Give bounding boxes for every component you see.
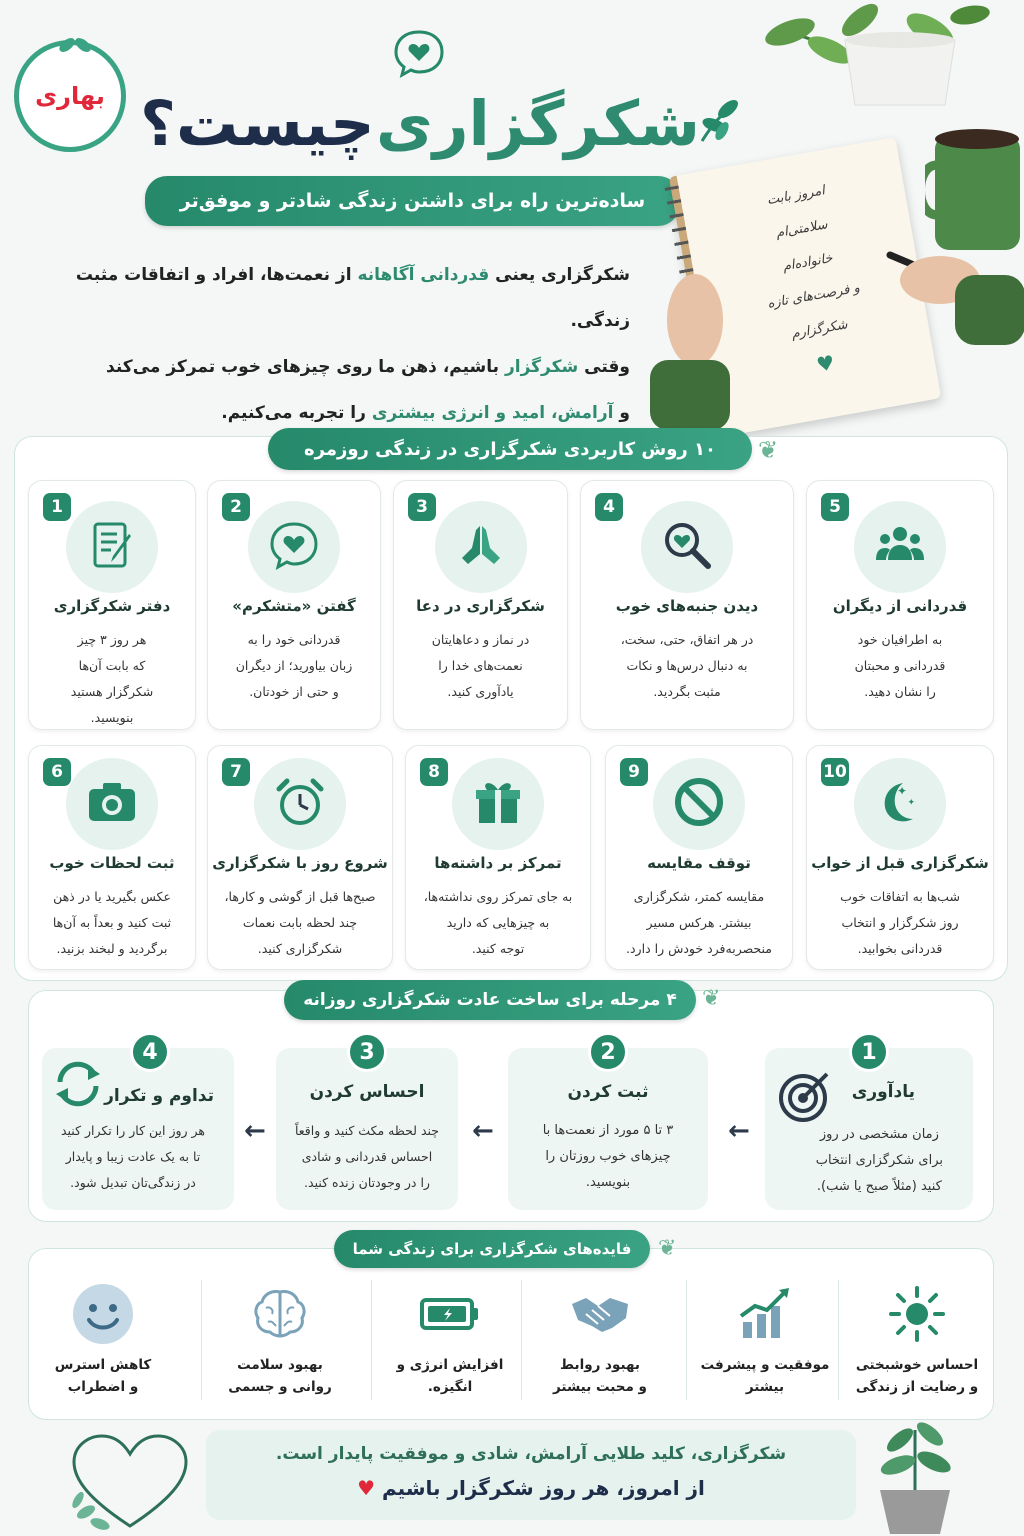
leaf-icon [55,31,95,61]
notebook-icon [85,518,139,576]
people-icon [873,518,927,576]
way-card-8 [405,745,591,970]
way-title: توقف مقایسه [647,854,751,872]
heart-icon: ♥ [357,1476,376,1500]
alarm-clock-icon [273,775,327,833]
icon-circle [854,501,946,593]
way-card-9 [605,745,793,970]
icon-circle [435,501,527,593]
footer-line: از امروز، هر روز شکرگزار باشیم [382,1476,705,1500]
notebook-line: شکرگزارم [790,317,849,342]
leaf-icon [692,95,744,151]
benefit-item [375,1282,525,1398]
arrow-left-icon: ← [472,1116,494,1146]
handshake-icon [525,1282,675,1346]
way-title: شروع روز با شکرگزاری [212,854,388,872]
way-description: به اطرافیان خود قدردانی و محبتان را نشان دهید. [854,632,946,699]
step-description: زمان مشخصی در روز برای شکرگزاری انتخاب کنید (مثلاً صبح یا شب). [815,1127,943,1194]
svg-text:✦: ✦ [907,798,915,808]
battery-icon [375,1282,525,1346]
step-card-4 [42,1039,234,1210]
smile-icon [28,1282,178,1346]
benefit-label: افزایش انرژی و انگیزه. [396,1357,504,1395]
icon-circle [254,758,346,850]
icon-circle [854,758,946,850]
way-title: گفتن «متشکرم» [232,597,356,615]
way-number: 8 [420,758,448,786]
benefit-label: بهبود روابط و محبت بیشتر [553,1357,647,1395]
title-highlight: شکرگزاری [376,86,700,160]
way-description: صبح‌ها قبل از گوشی و کارها، چند لحظه بابت نعمات شکرگزاری کنید. [224,889,376,956]
way-description: قدردانی خود را به زبان بیاورید؛ از دیگران و حتی از خودتان. [235,632,353,699]
way-title: شکرگزاری در دعا [416,597,545,615]
moon-stars-icon [873,775,927,833]
step-number: 3 [347,1032,387,1072]
brand-logo [14,40,126,152]
step-card-1 [765,1039,973,1210]
step-number: 4 [130,1032,170,1072]
way-number: 3 [408,493,436,521]
icon-circle [653,758,745,850]
leaf-sprig-icon: ❦ [658,1236,677,1261]
way-title: دیدن جنبه‌های خوب [615,597,759,615]
way-number: 10 [821,758,849,786]
step-number: 1 [849,1032,889,1072]
way-card-7 [207,745,393,970]
step-description: چند لحظه مکث کنید و واقعاً احساس قدردانی و شادی را در وجودتان زنده کنید. [294,1123,440,1190]
heart-outline-icon [60,1430,200,1536]
benefit-item [205,1282,355,1398]
way-number: 2 [222,493,250,521]
benefit-item [525,1282,675,1398]
arrow-left-icon: ← [728,1116,750,1146]
gift-icon [471,775,525,833]
step-description: ۳ تا ۵ مورد از نعمت‌ها با چیزهای خوب روزتان را بنویسید. [542,1123,674,1190]
intro-line: شکرگزاری یعنی قدردانی آگاهانه از نعمت‌ها، افراد و اتفاقات مثبت زندگی. [75,265,630,331]
way-number: 6 [43,758,71,786]
step-description: هر روز این کار را تکرار کنید تا به یک عادت زیبا و پایدار در زندگی‌تان تبدیل شود. [60,1123,206,1190]
repeat-icon [50,1056,106,1116]
way-card-6 [28,745,196,970]
notebook-line: سلامتی‌ام [774,217,829,242]
subtitle-banner: ساده‌ترین راه برای داشتن زندگی شادتر و موفق‌تر [145,176,680,226]
way-title: ثبت لحظات خوب [49,854,175,872]
benefit-item [28,1282,178,1398]
way-number: 7 [222,758,250,786]
hand-left-icon [640,240,730,434]
step-number: 2 [588,1032,628,1072]
leaf-sprig-icon: ❦ [702,986,721,1011]
no-sign-icon [672,775,726,833]
brain-icon [205,1282,355,1346]
heart-chat-icon [267,518,321,576]
way-card-3 [393,480,568,730]
way-title: قدردانی از دیگران [832,597,968,615]
intro-line: و آرامش، امید و انرژی بیشتری را تجربه می‌کنیم. [221,403,630,423]
step-title: ثبت کردن [567,1082,649,1102]
notebook-line: و فرصت‌های تازه [766,280,861,312]
svg-text:✦: ✦ [896,784,907,798]
benefits-heading: فایده‌های شکرگزاری برای زندگی شما [334,1230,650,1268]
steps-heading: ۴ مرحله برای ساخت عادت شکرگزاری روزانه [284,980,696,1020]
page-title [140,78,700,168]
hand-with-pen-icon [860,215,1024,379]
arrow-left-icon: ← [244,1116,266,1146]
way-card-10 [806,745,994,970]
benefit-label: کاهش استرس و اضطراب [54,1357,152,1395]
camera-icon [85,775,139,833]
way-card-2 [207,480,381,730]
step-title: یادآوری [851,1082,915,1102]
way-description: در نماز و دعاهایتان نعمت‌های خدا را یادآوری کنید. [431,632,530,699]
divider [371,1280,372,1400]
praying-hands-icon [454,518,508,576]
step-card-3 [276,1039,458,1210]
footer-line: شکرگزاری، کلید طلایی آرامش، شادی و موفقیت پایدار است. [275,1444,787,1464]
way-title: شکرگزاری قبل از خواب [811,854,989,872]
way-description: شب‌ها به اتفاقات خوب روز شکرگزار و انتخاب قدردانی بخوابید. [840,889,960,956]
icon-circle [641,501,733,593]
way-title: دفتر شکرگزاری [53,597,171,615]
step-title: تداوم و تکرار [104,1086,214,1106]
icon-circle [452,758,544,850]
way-description: در هر اتفاق، حتی، سخت، به دنبال درس‌ها و نکات مثبت بگردید. [620,632,754,699]
way-description: به جای تمرکز روی نداشته‌ها، به چیزهایی که دارید توجه کنید. [423,889,573,956]
notebook-line: امروز بابت [765,183,826,209]
way-number: 1 [43,493,71,521]
title-main: چیست؟ [140,86,375,160]
leaf-sprig-icon: ❦ [758,436,779,464]
step-card-2 [508,1039,708,1210]
step-title: احساس کردن [309,1082,425,1102]
benefit-item [690,1282,840,1398]
way-card-5 [806,480,994,730]
divider [686,1280,687,1400]
way-number: 4 [595,493,623,521]
icon-circle [248,501,340,593]
way-number: 9 [620,758,648,786]
way-description: مقایسه کمتر، شکرگزاری بیشتر. هرکس مسیر منحصربه‌فرد خودش را دارد. [626,889,772,956]
potted-plant-icon [860,1410,970,1536]
icon-circle [66,758,158,850]
way-number: 5 [821,493,849,521]
heart-chat-icon [392,28,446,82]
icon-circle [66,501,158,593]
ways-heading: ۱۰ روش کاربردی شکرگزاری در زندگی روزمره [268,428,752,470]
benefit-item [842,1282,992,1398]
magnifier-heart-icon [660,518,714,576]
logo-text: بهاری [35,82,105,110]
footer-banner [206,1430,856,1520]
way-card-4 [580,480,794,730]
heart-icon: ♥ [814,350,837,377]
intro-line: وقتی شکرگزار باشیم، ذهن ما روی چیزهای خوب تمرکز می‌کند [106,357,630,377]
way-description: عکس بگیرید یا در ذهن ثبت کنید و بعداً به آن‌ها برگردید و لبخند بزنید. [52,889,172,956]
benefit-label: بهبود سلامت روانی و جسمی [228,1357,332,1395]
divider [201,1280,202,1400]
target-icon [777,1068,833,1128]
notebook-line: خانواده‌ام [781,250,834,275]
growth-chart-icon [690,1282,840,1346]
intro-text [30,252,630,436]
way-title: تمرکز بر داشته‌ها [434,854,562,872]
benefit-label: احساس خوشبختی و رضایت از زندگی [855,1357,979,1395]
sun-icon [842,1282,992,1346]
way-description: هر روز ۳ چیز که بابت آن‌ها شکرگزار هستید بنویسید. [70,632,154,725]
benefit-label: موفقیت و پیشرفت بیشتر [700,1357,830,1395]
way-card-1 [28,480,196,730]
